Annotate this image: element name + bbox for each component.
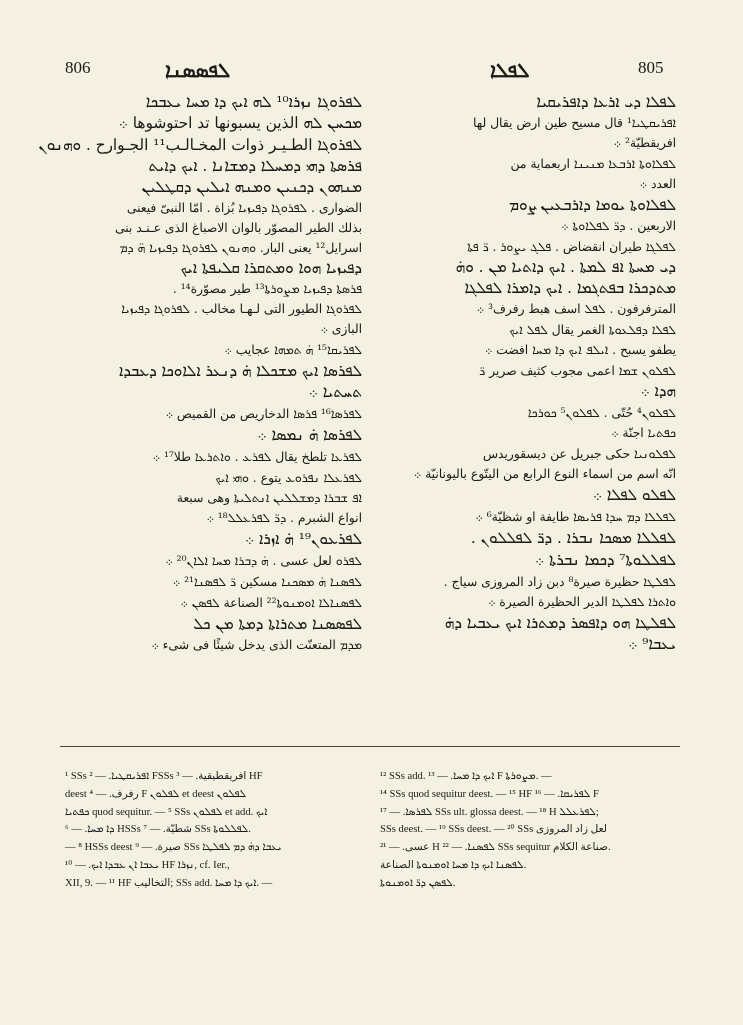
footnote-line: ܟܦܬܝܐ quod sequitur. — ⁵ SSs ܠܦܠܘܢ et add. ܐܝܟ — [65, 806, 268, 818]
entry-line: ܐܦܪܝܩܛܝܐ¹ قال مسيح طين ارض يقال لها — [473, 116, 676, 130]
entry-line: افريقطيّة² ܀ — [613, 136, 676, 150]
dictionary-entry — [62, 425, 362, 446]
entry-headline: ܠܦܠܘ ܠܦܠܐ ܀ — [592, 486, 676, 504]
entry-line: العدد ܀ — [639, 177, 676, 191]
dictionary-entry — [380, 572, 676, 612]
right-footnotes — [380, 768, 680, 893]
dictionary-entry — [62, 614, 362, 655]
entry-headline: ܠܦܠܠܐ ܕܡ ܚܕܐ ܦܪܝܣܐ طايفة او شظيّة⁶ ܀ — [475, 510, 676, 524]
entry-headline: ܠܦܪܥܐ تلطخ يقال ܠܦܪܥ . ܘܐܬܪܥܐ طلا¹⁷ ܀ — [152, 450, 362, 464]
entry-line: ܦܪܣܬܐ ܕܗܝ ܕܡܚܠܐ ܕܡܫܐܢܐ . ܐܝܟ ܕܐܝܬ — [148, 157, 362, 175]
left-running-head: ܠܦܣܣܢܐ — [165, 58, 231, 82]
entry-line: البازى ܀ — [320, 322, 362, 336]
right-text-column — [380, 92, 676, 656]
entry-headline: ܠܦܠܠܘܬܐ⁷ ܕܟܡܐ ܢܒܪܬܐ ܀ — [534, 551, 676, 569]
entry-headline: ܠܦܠܐ ܕܝ ܐܪܥܐ ܕܐܦܪܝܩܝܐ — [536, 93, 676, 111]
entry-headline: ܠܦܠܓܐ طيران انقضاض . ܦܠܓ ܝܨܘܪ . ܪ̈ ܦܬܐ — [467, 240, 676, 254]
dictionary-entry — [380, 485, 676, 506]
entry-line: ܕܦܝܙܝܐ ܗܘܐ ܘܡܬܩܪܐ ܩܠܝܦܬܐ ܐܝܟ — [180, 259, 362, 277]
dictionary-entry — [62, 529, 362, 550]
entry-line: الاربعين . ܕܪ̈ ܠܦܠܐܘܬܐ ܀ — [561, 219, 676, 233]
dictionary-entry — [62, 572, 362, 592]
left-footnotes — [65, 768, 365, 893]
entry-headline: ܠܦܠܐ ܕܦܠܥܘܬܐ الغمر يقال ܠܦܠ ܐܝܟ — [509, 323, 676, 337]
footnote-line: ܕܐ ܡܚܐ. — ⁶ HSSs شطيّة. — ⁷ SSs ܠܦܠܠܘܬܐ. — [65, 824, 251, 836]
dictionary-entry — [380, 154, 676, 194]
entry-headline: ܠܦܪܘܓܐ الطـيـر ذوات المخـالـب¹¹ الجـوارح . ܘܗܢܘܢ — [38, 136, 362, 154]
entry-line: ܠܦܪܘܓܐ الطيور التى لـهـا مخالب . ܠܦܪܘܓܐ ܕܦܝܙܝܐ — [121, 302, 362, 316]
dictionary-entry — [62, 340, 362, 360]
dictionary-entry — [380, 92, 676, 153]
dictionary-entry — [380, 195, 676, 236]
entry-line: ܦܪܣܬܐ ܕܦܝܙܝܐ ܡܨܘܪܬܐ¹³ طير مصوّرة¹⁴ . — [172, 282, 362, 296]
entry-headline: ܠܦܪܣܐ ܐܝܟ ܡܫܟܠܐ ܗ̇ ܕܢܥܪ ܐܠܐܘܟܐ ܕܥܒܕܐ — [119, 362, 362, 380]
dictionary-entry — [38, 135, 362, 339]
entry-line: ܟܦܬܝܐ اجنّة ܀ — [611, 426, 676, 440]
dictionary-entry — [380, 613, 676, 655]
entry-line: ܐܦ ܫܒܪܐ ܕܡܫܠܠܝܢ ܐܢܬܠܝܬܐ وهى سبعة — [176, 491, 362, 505]
entry-headline: ܠܦܪܥܘܢ¹⁹ ܗ̇ ܐܙܪܐ ܀ — [244, 530, 362, 548]
entry-line: بذلك الطير المصوّر بالوان الاصباغ الذى عـنـد بنى — [114, 221, 362, 235]
entry-headline: ܠܦܠܠܐ ܡܣܟܐ ܢܒܪܐ . ܕܪ̈ ܠܦܠܠܘܢ . — [470, 529, 676, 547]
entry-headline: ܠܦܠܘܢ ܫܡܐ اعمى مجوب كثيف صرير ܪ̈ — [479, 364, 676, 378]
entry-headline: ܠܦܪܝܩܐ¹⁵ ܗ̇ ܬܡܗܐ عجايب ܀ — [224, 343, 362, 357]
entry-headline: ܠܦܪܣܐ¹⁶ ܦܪܣܐ الدخاريص من القميص ܀ — [165, 407, 362, 421]
dictionary-entry — [380, 320, 676, 360]
entry-headline: ܠܦܠܐܘܬܐ ܐܪܒܥܐ ܡܢܝܢܐ اربعماية من — [510, 157, 676, 171]
entry-line: ܡܕܡ المتعنّت الذى يدخل شيئًا فى شىء ܀ — [151, 638, 362, 652]
entry-line: ܕܝ ܡܚܬܐ ܐܦ ܠܡܬܐ . ܐܝܟ ܕܐܬܝܐ ܡܢ . ܘܗ̇ — [455, 258, 676, 276]
entry-headline: ܠܦܠܘܢ⁴ حُتّى . ܠܦܠܘܢ⁵ ܟܘܪܟܐ — [527, 406, 676, 420]
right-page-number: 805 — [638, 58, 664, 77]
dictionary-entry — [62, 447, 362, 467]
footnote-line: ܠܦܪܣܐ. — ¹⁷ SSs ult. glossa deest. — ¹⁸ H ܠܦܪܥܠܠ; — [380, 806, 599, 818]
entry-headline: ܠܦܠܛܐ ܗܘ ܕܐܦܣܪ ܕܡܬܪܐ ܐܝܟ ܝܥܒܝܐ ܕܗ̇ — [444, 614, 676, 632]
dictionary-entry — [380, 237, 676, 319]
dictionary-entry — [380, 528, 676, 549]
entry-headline: ܠܦܪܣܐ ܗ̇ ܢܡܣܐ ܀ — [257, 426, 362, 444]
entry-headline: ܠܦܠܛܐ حظيرة صيرة⁸ دبن زاد المروزى سياج . — [443, 575, 676, 589]
entry-headline: ܠܦܪܥܠܐ ܢܦܪܘܥ يتوع . ܘܗܝ ܐܝܟ — [215, 471, 362, 485]
footnote-line: ܝܥܒܐ ܐܢ ܥܒܕܐ ܐܝܟ. — ¹⁰ HF ܢܙܪܐ, cf. Ier., — [65, 859, 230, 871]
entry-line: ܝܥܒܐ⁹ ܀ — [628, 635, 676, 653]
dictionary-entry — [62, 404, 362, 424]
entry-line: ܡܬܕܟܪܐ ܒܦܬܓܡܐ . ܐܝܟ ܕܐܡܪܐ ܠܦܠܓܐ — [464, 279, 676, 297]
dictionary-entry — [380, 550, 676, 571]
footnote-line: deest رفرف. — ⁴ F ܠܦܠܘܢ et deest ܠܦܠܘܢ — [65, 788, 247, 800]
dictionary-entry — [380, 361, 676, 402]
entry-headline: ܠܦܠܐܘܬܐ ܝܘܡܐ ܕܐܪܒܥܝܢ ܨܘܡ — [509, 196, 676, 214]
entry-line: ܡܢܗܘܢ ܕܟܢܝܢ ܘܡܢܗ ܐܝܠܝܢ ܕܩܛܠܝܢ — [141, 178, 362, 196]
entry-headline: ܠܦܣܢܐ ܗ̇ ܡܣܟܢܐ مسكين ܪ̈ ܠܦܣܢܐ²¹ ܀ — [172, 575, 362, 589]
entry-line: ܡܟܚܢ ܠܗ الذين يسبونها تد احتوشوها ܀ — [118, 114, 362, 132]
footnote-line: ܠܦܣܢܐ ܐܝܟ ܕܐ ܡܚܐ ܐܘܡܢܘܬܐ الصناعة. — [380, 859, 527, 871]
entry-headline: ܠܦܠܘܢܝܐ حكى جبريل عن ديسقوريدس — [482, 447, 676, 461]
right-running-head: ܠܦܠܐ — [490, 58, 530, 82]
dictionary-entry — [380, 403, 676, 443]
entry-headline: ܠܦܣܣܢܐ ܡܬܪܐܬܐ ܕܡܬܐ ܡܢ ܟܠ — [193, 615, 362, 633]
entry-line: انواع الشبرم . ܕܪ̈ ܠܦܪܥܠܠ¹⁸ ܀ — [206, 511, 362, 525]
dictionary-entry — [62, 92, 362, 134]
entry-line: يطفو يسبح . ܐܝܠܦ ܐܝܟ ܕܐ ܡܚܐ افضت ܀ — [484, 343, 676, 357]
entry-headline: ܠܦܣܢܐܠܐ ܐܘܡܢܘܬܐ²² الصناعة ܠܦܣܢ ܀ — [180, 596, 362, 610]
footnote-line: عسى. — ²¹ H ܠܦܣܢܐ. — ²² SSs sequitur صناعة الكلام. — [380, 842, 611, 854]
entry-line: ܘܐܬܪܐ ܠܦܠܛܐ الدير الحظيرة الصيرة ܀ — [487, 595, 676, 609]
entry-headline: ܠܦܪܘ لعل عسى . ܗ̇ ܕܒܪܐ ܡܚܐ ܐܠܐܢ²⁰ ܀ — [165, 554, 362, 568]
footnote-line: ¹ SSs ܐܦܪܝܩܛܝܐ. — ² FSSs افريقطيقية. — ³ HF — [65, 771, 263, 782]
dictionary-entry — [380, 444, 676, 484]
footnote-line: ¹⁴ SSs quod sequitur deest. — ¹⁵ HF ܠܦܪܝܩܐ. — ¹⁶ F — [380, 788, 599, 800]
footnote-line: ¹² SSs add. ܐܝܟ ܕܐ ܡܚܐ. — ¹³ F ܡܨܘܪܬܐ. — — [380, 771, 552, 782]
entry-line: انّه اسم من اسماء النوع الرابع من اليتّوع باليونانيّة ܀ — [413, 467, 676, 481]
left-text-column — [38, 92, 362, 656]
footnote-line: ܠܦܣܢ ܕܪ̈ ܐܘܡܢܘܬܐ. — [380, 877, 456, 889]
footnote-line: — ⁸ HSSs deest صيرة. — ⁹ SSs ܝܥܒܐ ܕܗ̇ ܕܡ ܠܦܠܛܐ — [65, 842, 282, 854]
entry-line: الضوارى . ܠܦܪܘܓܐ ܕܦܝܙܝܐ بُزاة . امّا النبىّ فيعنى — [126, 201, 362, 215]
entry-line: ܬܚܬܝܐ ܀ — [308, 383, 362, 401]
left-page-number: 806 — [65, 58, 91, 77]
footnote-divider — [60, 746, 680, 747]
footnote-line: XII, 9. — ¹¹ HF التخاليب; SSs add. ܐܝܟ ܕܐ ܡܚܐ. — — [65, 877, 273, 889]
entry-line: اسرايل¹² يعنى البار. ܘܗܢܘܢ ܠܦܪܘܓܐ ܕܦܝܙܝܐ ܗ̈ ܕܡ — [119, 241, 362, 255]
footnote-line: SSs deest. — ¹⁹ SSs deest. — ²⁰ SSs لعل زاد المروزى — [380, 824, 607, 836]
entry-line: المترفرفون . ܠܦܠ اسف هبط رفرف³ ܀ — [476, 302, 676, 316]
dictionary-entry — [380, 507, 676, 527]
dictionary-entry — [62, 593, 362, 613]
entry-line: ܗܕܐ ܀ — [640, 382, 676, 400]
entry-headline: ܠܦܪܘܓܐ ܢܙܪܐ¹⁰ ܠܗ ܐܝܟ ܕܐ ܡܚܐ ܝܥܒܟܐ — [145, 93, 362, 111]
dictionary-entry — [62, 361, 362, 403]
dictionary-entry — [62, 551, 362, 571]
dictionary-entry — [62, 468, 362, 528]
